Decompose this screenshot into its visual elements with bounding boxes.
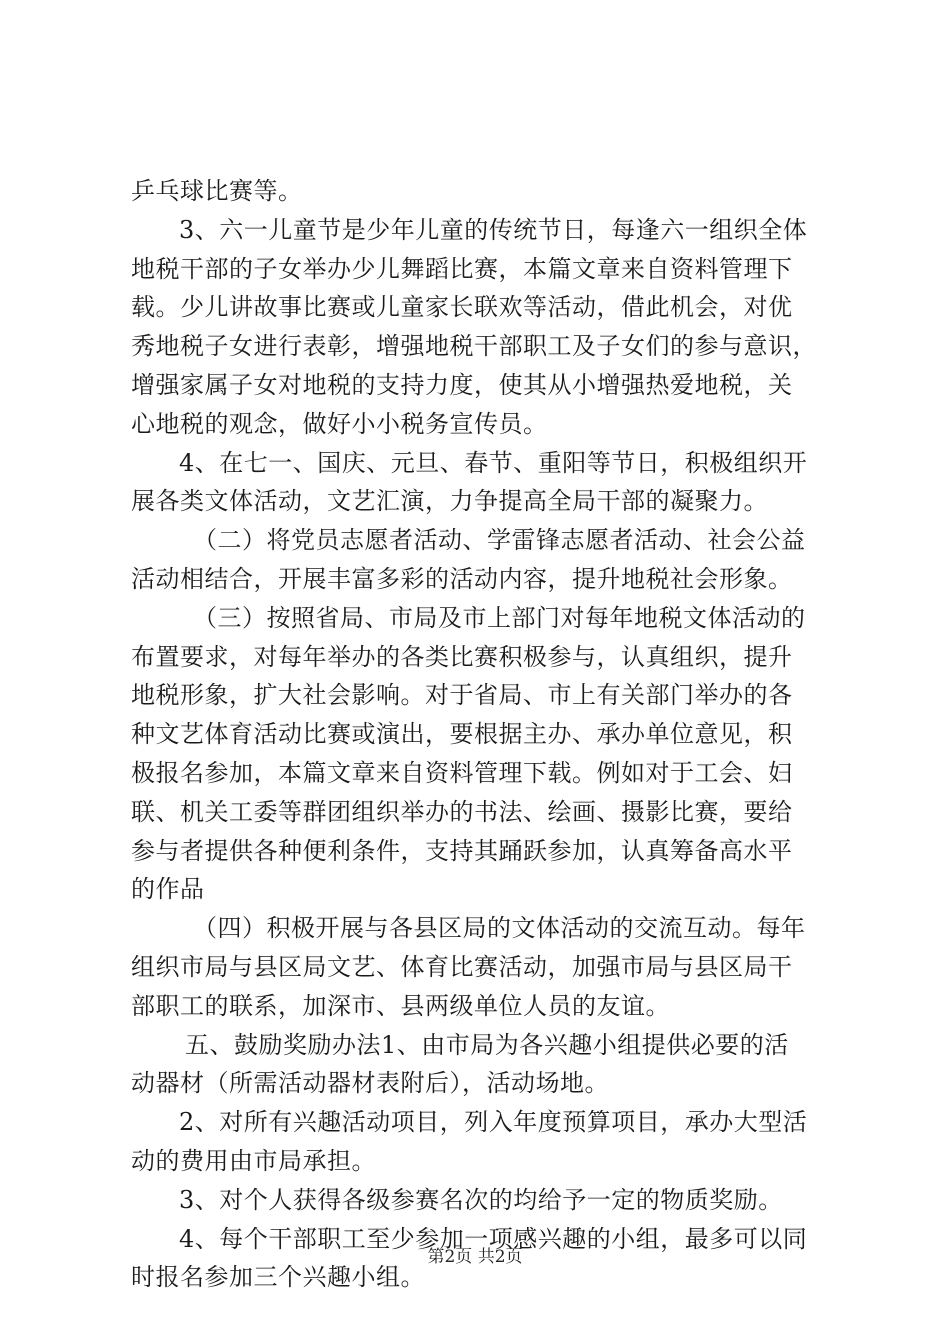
text-line: 乒乓球比赛等。 [131, 177, 303, 205]
text-line: （三）按照省局、市局及市上部门对每年地税文体活动的 [193, 603, 806, 632]
text-line: 心地税的观念，做好小小税务宣传员。 [131, 409, 548, 438]
text-line: 极报名参加，本篇文章来自资料管理下载。例如对于工会、妇 [131, 758, 793, 787]
text-line: 3、对个人获得各级参赛名次的均给予一定的物质奖励。 [179, 1185, 783, 1214]
text-line: 的作品 [131, 875, 205, 904]
text-line: 联、机关工委等群团组织举办的书法、绘画、摄影比赛，要给 [131, 797, 793, 826]
text-line: 组织市局与县区局文艺、体育比赛活动，加强市局与县区局干 [131, 952, 793, 981]
text-line: 4、每个干部职工至少参加一项感兴趣的小组，最多可以同 [179, 1224, 808, 1253]
page-footer: 第2页 共2页 [427, 1247, 523, 1267]
text-line: 动器材（所需活动器材表附后），活动场地。 [131, 1069, 609, 1098]
text-line: 3、六一儿童节是少年儿童的传统节日，每逢六一组织全体 [179, 215, 808, 244]
text-line: 增强家属子女对地税的支持力度，使其从小增强热爱地税，关 [131, 370, 793, 399]
body-text [131, 172, 836, 1297]
text-line: 布置要求，对每年举办的各类比赛积极参与，认真组织，提升 [131, 642, 793, 671]
text-line: 展各类文体活动，文艺汇演，力争提高全局干部的凝聚力。 [131, 487, 768, 516]
text-line: 活动相结合，开展丰富多彩的活动内容，提升地税社会形象。 [131, 564, 793, 593]
text-line: 种文艺体育活动比赛或演出，要根据主办、承办单位意见，积 [131, 720, 793, 749]
text-line: 地税干部的子女举办少儿舞蹈比赛，本篇文章来自资料管理下 [131, 254, 793, 283]
text-line: 部职工的联系，加深市、县两级单位人员的友谊。 [131, 991, 670, 1020]
text-line: 2、对所有兴趣活动项目，列入年度预算项目，承办大型活 [179, 1108, 808, 1137]
text-line: 动的费用由市局承担。 [131, 1146, 376, 1175]
text-line: （四）积极开展与各县区局的文体活动的交流互动。每年 [193, 914, 806, 943]
text-line: 地税形象，扩大社会影响。对于省局、市上有关部门举办的各 [131, 681, 793, 710]
text-line: 4、在七一、国庆、元旦、春节、重阳等节日，积极组织开 [179, 448, 808, 477]
text-line: 载。少儿讲故事比赛或儿童家长联欢等活动，借此机会，对优 [131, 293, 793, 322]
text-line: （二）将党员志愿者活动、学雷锋志愿者活动、社会公益 [193, 526, 806, 555]
text-line: 参与者提供各种便利条件，支持其踊跃参加，认真筹备高水平 [131, 836, 793, 865]
text-line: 秀地税子女进行表彰，增强地税干部职工及子女们的参与意识， [131, 332, 817, 361]
text-line: 五、鼓励奖励办法1、由市局为各兴趣小组提供必要的活 [185, 1030, 789, 1059]
text-line: 时报名参加三个兴趣小组。 [131, 1263, 425, 1292]
